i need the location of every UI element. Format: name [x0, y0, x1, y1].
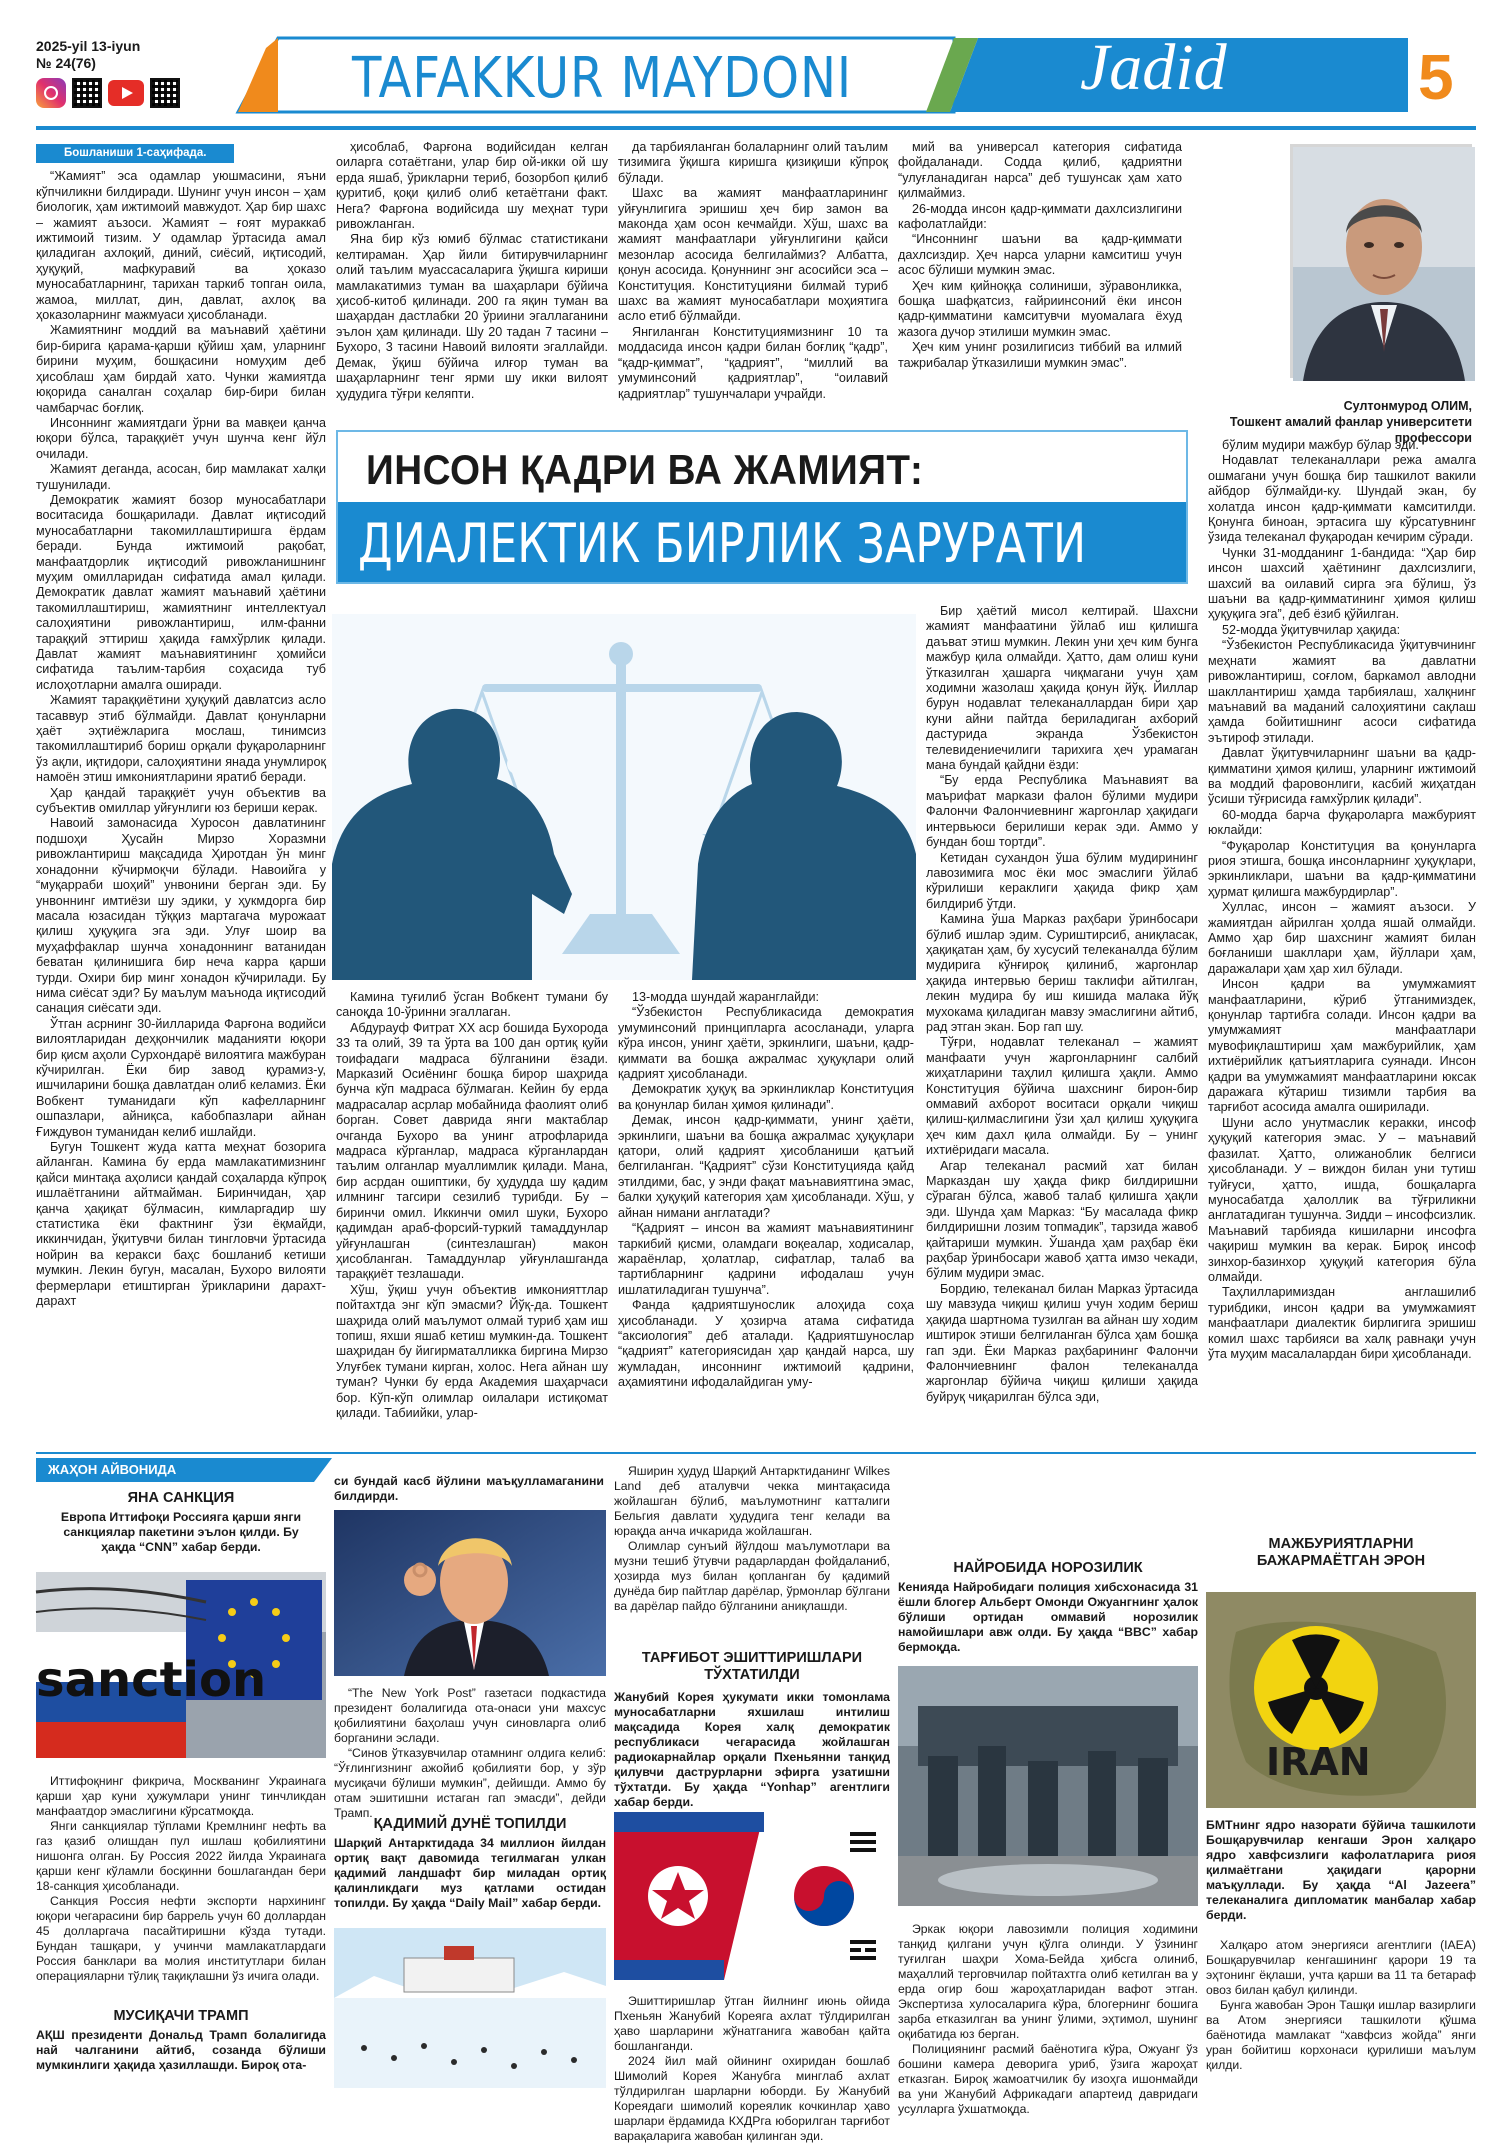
paragraph: 2024 йил май ойининг охиридан бошлаб Шимолий Корея Жанубга минглаб ахлат тўлдирилган шарларни юборди. Бу Жанубий Кореядаги шимолий кореялик кочкинлар ҳаво шарлари ёрдамида КХДРга юборилган тарғибот варақаларига жавобан қилинган эди.: [614, 2054, 890, 2143]
paragraph: Камина туғилиб ўсган Вобкент тумани бу саноқда 10-ўринни эгаллаган.: [336, 990, 608, 1020]
column-text: [36, 169, 326, 1309]
news-lead-iran: БМТнинг ядро назорати бўйича ташкилоти Бошқарувчилар кенгаши Эрон халқаро ядро хавфсизлиги кафолатларига риоя қилмаётгани ҳақидаги қарорни маъқуллади. Бу ҳақда “Al Jazeera” телеканалига дипломатик манбалар хабар берди.: [1206, 1818, 1476, 1922]
paragraph: Яна бир кўз юмиб бўлмас статистикани келтираман. Ҳар йили битирувчиларнинг олий таълим муассасаларига ўқишга кириши мамлакатимиз туман ва шаҳарлари бўйича ҳисоб-китоб қилинади. 200 га яқин туман ва шаҳардан дастлабки 20 ўриини эгаллаганини эълон ҳам қилинади. Шу 20 тадан 7 тасини – Бухоро, 3 тасини Навоий вилояти эгаллайди. Демак, ўқиш бўйича илғор туман ва шаҳарларнинг тенг ярми шу икки вилоят ҳудудига тўғри келяпти.: [336, 232, 608, 401]
column-text: [898, 1922, 1198, 2117]
paragraph: “Инсоннинг шаъни ва қадр-қиммати дахлсиздир. Ҳеч нарса уларни камситиш учун асос бўлиши мумкин эмас.: [898, 232, 1182, 278]
paragraph: Жамиятнинг моддий ва маънавий ҳаётини бир-бирига қарама-қарши қўйиш ҳам, уларнинг бирини муҳим, бошқасини номуҳим деб ҳисоблаш ҳам бирдай хато. Чунки жамиятда юқорида саналган соҳалар бир-бири билан чамбарчас боғлиқ.: [36, 323, 326, 415]
paragraph: Бордию, телеканал билан Марказ ўртасида шу мавзуда чиқиш қилиш учун ходим бериш ҳақида шартнома тузилган ва айнан шу ходим иштирок этиши белгиланган бўлса ҳам бошқа гап эди. Ёки Марказ раҳбарининг Фалончи Фалончиевнинг фалон телеканалда жаргонлар бўйича чиқиш қилиши ҳақида буйруқ чиқарилган бўлса эди,: [926, 1281, 1198, 1404]
column-text: [36, 1774, 326, 1984]
column-text: [618, 990, 914, 1391]
column-text: [898, 140, 1182, 371]
world-section-label: ЖАҲОН АЙВОНИДА: [36, 1458, 314, 1482]
column-text: [618, 140, 888, 402]
paragraph: Демак, инсон қадр-қиммати, унинг ҳаёти, эркинлиги, шаъни ва бошқа ажралмас ҳуқуқлари қатори, олий қадрият ҳисобланиши қатъий белгиланган. “Қадрият” сўзи Конституцияда қайд этилдими, бас, у энди фақат маънавиятгина эмас, балки ҳуқуқий категория ҳам ҳисобланади. Хўш, у айнан нимани англатади?: [618, 1113, 914, 1220]
news-lead-sanction: Европа Иттифоқи Россияга қарши янги санкциялар пакетини эълон қилди. Бу ҳақда “CNN” хабар берди.: [60, 1510, 302, 1554]
paragraph: 26-модда инсон қадр-қиммати дахлсизлигини кафолатлайди:: [898, 201, 1182, 232]
sanction-photo: [36, 1572, 326, 1758]
headline-bar: [338, 502, 1186, 582]
header-rule: [36, 126, 1476, 130]
paragraph: Нодавлат телеканаллари режа амалга ошмагани учун бошқа бир ташкилот вакили айбдор бўлмайди-ку. Шундай экан, бу холатда инсон қадр-қиммати камситилди. Қонунга биноан, эртасига шу кўрсатувнинг ўзида телеканал фуқародан кечирим сўради.: [1208, 453, 1476, 545]
paragraph: Жамият тараққиётини ҳуқуқий давлатсиз асло тасаввур этиб бўлмайди. Давлат қонунларни ҳаёт эҳтиёжларига мослаш, тинимсиз такомиллаштириб бориш орқали фуқароларнинг ўз ақли, иқтидори, салоҳиятини янада унумлироқ намоён этиш имкониятларини яратиб беради.: [36, 693, 326, 785]
news-title-sanction: ЯНА САНКЦИЯ: [127, 1490, 235, 1506]
paragraph: бўлим мудири мажбур бўлар эди.: [1222, 438, 1419, 452]
paragraph: “Ўзбекистон Республикасида демократия умуминсоний принципларга асосланади, уларга кўра инсон, унинг ҳаёти, эркинлиги, шаъни, қадр-қиммати ва бошқа ажралмас ҳуқуқлари олий қадрият ҳисобланади.: [618, 1005, 914, 1082]
paragraph: Олимлар сунъий йўлдош маълумотлари ва музни тешиб ўтувчи радарлардан фойдаланиб, ҳозирда муз билан қопланган бу қадимий дунёда бир пайтлар дарёлар, ўрмонлар бўлгани ва дарёлар пайдо бўлганини аниқлашди.: [614, 1539, 890, 1613]
headline-box: [336, 430, 1188, 584]
paragraph: Санкция Россия нефти экспорти нархининг юқори чегарасини бир баррель учун 60 доллардан 45 долларгача пасайтиришни кўзда тутади. Бундан ташқари, у учинчи мамлакатлардаги Россия банклари ва молия институтлари билан операцияларни тўлиқ тақиқлашни ўз ичига олади.: [36, 1894, 326, 1983]
paragraph: Ўтган асрнинг 30-йилларида Фарғона водийси вилоятларидан деҳқончилик маданияти юқори бир қисм аҳоли Сурхондарё вилоятига мажбуран кўчирилган. Ёки бир завод қурамиз-у, ишчиларини бошқа давлатдан олиб келамиз. Ёки Вобкент туманидаги кўп кафелларнинг ошпазлари, айниқса, кабобпазлари айнан Ғиждувон туманидан келиб ишлайди.: [36, 1016, 326, 1139]
paragraph: “Қадрият – инсон ва жамият маънавиятининг таркибий қисми, оламдаги воқеалар, ходисалар, жараёнлар, ҳолатлар, сифатлар, талаб ва тартибларнинг қадрини ифодалаш учун ишлатиладиган тушунча”.: [618, 1221, 914, 1297]
paragraph: “Синов ўтказувчилар отамнинг олдига келиб: “Ўғлингизнинг ажойиб қобилияти бор, у зўр мусиқачи бўлиши мумкин”, дейишди. Аммо бу отам эшитишни истаган гап эмасди”, дейди Трамп.: [334, 1746, 606, 1820]
paragraph: Бугун Тошкент жуда катта меҳнат бозорига айланган. Камина бу ерда мамлакатимизнинг қайси минтақа аҳолиси қандай соҳаларда кўпроқ ишлаётганини айтмайман. Биринчидан, ҳар қанча ҳақиқат бўлмасин, кимларгадир шу статистика ёки фактнинг ўзи ёқмайди, иккинчидан, ўқитувчи билан тингловчи ўртасида нойрин ва керакси баҳс бошланиб кетиши мумкин. Лекин бугун, масалан, Бухоро вилояти фермерлари етиштирган ўрикларини дарахт-дарахт: [36, 1140, 326, 1309]
paper-name: Jadid: [1080, 31, 1227, 104]
article-column-3-top: [618, 140, 888, 424]
paragraph: Янги санкциялар тўплами Кремлнинг нефть ва газ қазиб олишдан пул ишлаш қобилиятини нишонга олган. Бу Россия 2022 йилда Украинага қарши кенг кўламли босқинни бошлагандан бери 18-санкция ҳисобланади.: [36, 1819, 326, 1893]
paragraph: “Фуқаролар Конституция ва қонунларга риоя этишга, бошқа инсонларнинг ҳуқуқлари, эркинликлари, шаъни ва қадр-қимматини ҳурмат қилишга мажбурдирлар”.: [1208, 838, 1476, 899]
paragraph: да тарбияланган болаларнинг олий таълим тизимига ўқишга киришга қизиқиши кўпроқ бўлади.: [618, 140, 888, 185]
column-text: [614, 1464, 890, 1614]
antarctica-photo: [334, 1928, 606, 2088]
news-body-nairobi-cont: [1206, 1464, 1476, 1524]
paragraph: ҳисоблаб, Фарғона водийсидан келган оиларга сотаётгани, улар бир ой-икки ой шу ерда яшаб, ўрикларни териб, бозорбоп қилиб қуритиб, қоқи қилиб олиб кетаётгани факт. Нега? Фарғона водийсида шу меҳнат тури ривожланган.: [336, 140, 608, 232]
paragraph: Ҳеч ким унинг розилигисиз тиббий ва илмий тажрибалар ўтказилиши мумкин эмас”.: [898, 340, 1182, 370]
news-body-iran: [1206, 1938, 1476, 2090]
paragraph: Янгиланган Конституциямизнинг 10 та моддасида инсон қадри билан боғлиқ “қадр”, “қадр-қиммат”, “қадрият”, “миллий ва умуминсоний қадриятлар”, “оилавий қадриятлар” тушунчалари учрайди.: [618, 324, 888, 401]
page-header: [0, 0, 1512, 135]
paragraph: Демократик ҳуқуқ ва эркинликлар Конституция ва қонунлар билан ҳимоя қилинади”.: [618, 1082, 914, 1112]
news-lead-propaganda: Жанубий Корея ҳукумати икки томонлама муносабатларни яхшилаш интилиш мақсадида Корея халқ демократик республикаси чегарасида жойлашган радиокарнайлар орқали Пхеньянни танқид қилувчи даструрларни эфирга узатишни тўхтатди. Бу ҳақда “Yonhap” агентлиги хабар берди.: [614, 1690, 890, 1809]
social-icons: [36, 78, 180, 108]
article-column-5: [1208, 438, 1476, 1446]
paragraph: “Бу ерда Республика Маънавият ва маърифат маркази фалон бўлими мудири Фалончи Фалончиевнинг жаргонлар ҳақидаги интервьюси берилиши керак эди. Аммо у бундан бош тортди”.: [926, 773, 1198, 850]
news-title-ancient-world: ҚАДИМИЙ ДУНЁ ТОПИЛДИ: [373, 1816, 567, 1832]
column-text: [334, 1686, 606, 1821]
instagram-icon[interactable]: [36, 78, 66, 108]
paragraph: Инсон қадри ва умумжамият манфаатларини, кўриб ўтганимиздек, қонунлар тартибга солади. Инсон қадри ва умумжамият манфаатлари мувофиқлаштириш ҳам мажбурийлик, ҳам ихтиёрийлик қатъиятларига суянади. Инсон қадри ва умумжамият манфаатларини юксак даражага кўтариш тизимли тарбия ва тарғибот асосида амалга оширилади.: [1208, 977, 1476, 1115]
column-text: [614, 1994, 890, 2144]
news-title-propaganda: ТАРҒИБОТ ЭШИТТИРИШЛАРИ ТЎХТАТИЛДИ: [641, 1650, 863, 1683]
nairobi-protest-photo: [898, 1666, 1198, 1906]
issue-date: 2025-yil 13-iyun: [36, 38, 141, 54]
page-number: 5: [1418, 41, 1454, 113]
paragraph: Фанда қадриятшунослик алоҳида соҳа ҳисобланади. У ҳозирча атама сифатида “аксиология” деб аталади. Қадриятшунослар “қадрият” категориясидан ҳар қандай нарса, шу жумладан, инсоннинг ижтимоий қадрини, аҳамиятини ифодалайдиган уму-: [618, 1298, 914, 1390]
paragraph: Навоий замонасида Хуросон давлатининг подшоҳи Ҳусайн Мирзо Хоразмни ривожлантириш мақсадида Ҳиротдан ўн минг хонадонни кўчирмоқчи бўлади. Навоийга у “муқарраби шоҳий” унвонини берган эди. Бу унвоннинг имтиёзи шу эдики, у ҳукмдорга бир масала юзасидан тўққиз мартагача мурожаат қилиш ҳуқуқига эга эди. Улуғ шоир ва муҳаффаклар шунча хонадоннинг ватанидан беватан қилинишига бир неча карра қарши турди. Охири бир минг хонадон кўчирилади. Бу нима сиёсат эди? Бу маълум маънода иқтисодий санация сиёсати эди.: [36, 816, 326, 1016]
news-body-nairobi: [898, 1922, 1198, 2116]
news-body-propaganda: [614, 1994, 890, 2143]
column-text: [336, 140, 608, 402]
section-title: TAFAKKUR MAYDONI: [352, 46, 852, 111]
paragraph: Шуни асло унутмаслик керакки, инсоф ҳуқуқий категория эмас. У – маънавий фазилат. Ҳатто, олижаноблик белгиси ҳисобланади. У – виждон билан уни тутиш туйғуси, ҳатто, ишда, бошқаларга муносабатда ҳалоллик ва тўғриликни англатадиган тушунча. Зидди – инсофсизлик. Маънавий тарбияда кишиларни инсофга чақириш мумкин ва керак. Бироқ инсоф зинхор-базинхор ҳуқуқий категория бўла олмайди.: [1208, 1115, 1476, 1284]
column-text: [926, 604, 1198, 1405]
paragraph: Абдурауф Фитрат ХХ аср бошида Бухорода 33 та олий, 39 та ўрта ва 100 дан ортиқ қуйи тоифадаги мадраса бўлганини ёзади. Марказий Осиёнинг бошқа бирор шаҳрида бунча кўп мадраса бўлмаган. Кейин бу ерда мадрасалар асрлар мобайнида фаолият олиб борган. Совет даврида янги мактаблар очганда Бухоро ва унинг атрофларида мадраса кўрганлар, мадраса кўрганлардан таълим олганлар муаллимлик қилади. Мана, бир асрдан ошиптики, бу ҳудудда шу қадим илмнинг тагсири сезилиб турибди. Бу – биринчи омил. Иккинчи омил шуки, Бухоро қадимдан араб-форсий-туркий тамаддунлар уйғунлашган (синтезлашган) макон ҳисобланган. Тамаддунлар уйғунлашганда тараққиёт тезлашади.: [336, 1020, 608, 1282]
paragraph: мий ва универсал категория сифатида фойдаланади. Содда қилиб, қадриятни “улуғланадиган нарса” деб тушунсак ҳам хато қилмаймиз.: [898, 140, 1182, 201]
paragraph: Ҳеч ким қийноққа солиниши, зўравонликка, бошқа шафқатсиз, ғайриинсоний ёки инсон қадр-қимматини камситувчи муомалага ёхуд жазога дучор этилиши мумкин эмас.: [898, 278, 1182, 339]
paragraph: 52-модда ўқитувчилар ҳақида:: [1222, 622, 1401, 637]
paragraph: Камина ўша Марказ раҳбари ўринбосари бўлиб ишлар эдим. Суриштирсиб, аниқласак, ҳақиқатан ҳам, бу хусусий телеканалда бўлим мудирига кўнғироқ қилиниб, жаргонлар ҳақида интервью бериш таклифи айтилган, лекин мудира бу иш кишида малака йўқ мухокама қиладиган мавзу эмаслигини айтиб, рад этган экан. Бор гап шу.: [926, 912, 1198, 1034]
news-title-iran: МАЖБУРИЯТЛАРНИ БАЖАРМАЁТГАН ЭРОН: [1256, 1536, 1426, 1569]
paragraph: Жамият деганда, асосан, бир мамлакат халқи тушунилади.: [36, 462, 326, 492]
paragraph: “Жамият” эса одамлар уюшмасини, яъни кўпчиликни билдиради. Шунинг учун инсон – ҳам биологик, ҳам ижтимоий мавжудот. Ҳар бир шахс – жамият аъзоси. Жамият – ғоят мураккаб ижтимоий тизим. У одамлар ўртасида амал қиладиган ахлоқий, диний, сиёсий, иқтисодий, ҳуқуқий, мафкуравий ва ҳоказо муносабатларнинг, тарихан таркиб топган оила, жамоа, миллат, дин, давлат, ахлоқ ва ҳоказоларнинг мажмуаси ҳисобланади.: [36, 169, 326, 323]
korea-flags-photo: [614, 1812, 890, 1980]
headline-line-1: ИНСОН ҚАДРИ ВА ЖАМИЯТ:: [366, 446, 924, 493]
paragraph: Чунки 31-модданинг 1-бандида: “Ҳар бир инсон шахсий ҳаётининг дахлсизлиги, шахсий ва оилавий сирга эга бўлиш, ўз шаъни ва қадр-қимматининг ҳимоя қилиш ҳуқуқига эга”, деб ёзиб қўйилган.: [1208, 545, 1476, 622]
news-lead-music-trump: АҚШ президенти Дональд Трамп болалигида най чалганини айтиб, созанда бўлиши мумкинлиги ҳақида ҳазиллашди. Бироқ ота-: [36, 2028, 326, 2072]
paragraph: Хўш, ўқиш учун объектив имконияттлар пойтахтда энг кўп эмасми? Йўқ-да. Тошкент шаҳрида олий маълумот олмай туриб ҳам иш топиш, яхши яшаб кетиш мумкин-да. Тошкент шаҳридан бу йигирматалликка биргина Мирзо Улуғбек тумани кирган, холос. Нега айнан шу туман? Чунки бу ерда Академия шаҳарчаси бор. Кўп-кўп олимлар оилалари истиқомат қилади. Табиийки, улар-: [336, 1282, 608, 1420]
article-column-2-bottom: [336, 990, 608, 1446]
article-column-2-top: [336, 140, 608, 424]
author-name: Султонмурод ОЛИМ,: [1343, 399, 1472, 413]
paragraph: 13-модда шундай жаранглайди:: [632, 990, 820, 1004]
paragraph: Эшиттиришлар ўтган йилнинг июнь ойида Пхеньян Жанубий Кореяга ахлат тўлдирилган ҳаво шарларини жўнатганига жавобан қайта бошланганди.: [614, 1994, 890, 2053]
article-column-1: [36, 144, 326, 1446]
iran-photo-text: IRAN: [1266, 1740, 1371, 1784]
column-text: [1208, 438, 1476, 1362]
paragraph: Ҳар қандай тараққиёт учун объектив ва субъектив омиллар уйғунлиги юз бериши керак.: [36, 785, 326, 816]
trump-photo: [334, 1510, 606, 1676]
article-column-4-top: [898, 140, 1182, 424]
paragraph: Бир ҳаётий мисол келтирай. Шахсни жамият манфаатини ўйлаб иш қилишга даъват этиш мумкин. Лекин уни ҳеч ким бунга мажбур қила олмайди. Ҳатто, дам олиш куни ўтказилган ҳашарга чиқмагани учун ҳам ходимни жазолаш ҳақида қонун йўқ. Йиллар бурун нодавлат телеканаллардан бири ҳар куни айни пайтда бериладиган ахборий дастурида экранда Ўзбекистон телевидениечилиги тарихига ҳеч урамаган мана бундай қайдни ёзди:: [926, 604, 1198, 773]
paragraph: Яширин ҳудуд Шарқий Антарктиданинг Wilkes Land деб аталувчи чекка минтақасида жойлашган бўлиб, маълумотнинг катталиги Бельгия давлати ҳудудига тенг келади ва юрақда анча ичкарида жойлашган.: [614, 1464, 890, 1538]
paragraph: “Ўзбекистон Республикасида ўқитувчининг меҳнати жамият ва давлатни ривожлантириш, соғлом, баркамол авлодни шакллантириш ҳамда тарбиялаш, халқнинг маънавий ва маданий салоҳиятини сақлаш ҳамда бойитишнинг асоси сифатида эътироф этилади.: [1208, 638, 1476, 745]
article-column-3-bottom: [618, 990, 914, 1446]
news-lead-nairobi: Кенияда Найробидаги полиция хибсхонасида 31 ёшли блогер Альберт Омонди Ожуангнинг ҳалок бўлиши ортидан оммавий норозилик намойишлари авж олди. Бу ҳақда “BBC” хабар бермоқда.: [898, 1580, 1198, 1654]
continued-label: Бошланиши 1-саҳифада.: [36, 144, 234, 163]
author-title: Тошкент амалий фанлар университети профессори: [1229, 415, 1472, 445]
paragraph: 60-модда барча фуқароларга мажбурият юклайди:: [1208, 807, 1476, 838]
news-body-music-trump: [334, 1686, 606, 1820]
news-title-music-trump: МУСИҚАЧИ ТРАМП: [113, 2008, 249, 2024]
issue-info: [36, 38, 140, 72]
author-photo: [1290, 144, 1472, 378]
paragraph: Агар телеканал расмий хат билан Марказдан шу ҳақда фикр билдиришни сўраган бўлса, жавоб талаб қилишга ҳақли эди. Шунда ҳам Марказ: “Бу масалада фикр билдиришни лозим топмадик”, тарзида жавоб қайтариши мумкин. Ўшанда ҳам раҳбар ёки раҳбар ўринбосари жавоб ҳатта имзо чекади, бўлим мудири эмас.: [926, 1158, 1198, 1281]
world-section-rule: [36, 1452, 1476, 1454]
issue-number: № 24(76): [36, 55, 96, 71]
justice-illustration: [332, 614, 916, 980]
paragraph: Хуллас, инсон – жамият аъзоси. У жамиятдан айрилган ҳолда яшай олмайди. Аммо ҳар бир шахснинг жамият билан боғланиши шакллари ҳам, йўллари ҳам, даражалари ҳам ҳар хил бўлади.: [1208, 900, 1476, 976]
column-text: [1206, 1938, 1476, 2073]
paragraph: Полициянинг расмий баёнотига кўра, Ожуанг ўз бошини камера деворига уриб, ўзига жароҳат етказган. Бироқ жамоатчилик бу изоҳга ишонмайди ва уни Жанубий Африкадаги апартеид давридаги усулларга ўхшатмоқда.: [898, 2042, 1198, 2116]
paragraph: Эркак юқори лавозимли полиция ходимини танқид қилгани учун қўлга олинди. У ўзининг туғилган шаҳри Хома-Бейда ҳибсга олиниб, маҳаллий терговчилар пойтахтга олиб кетилган ва у ерда огир бош жароҳатларидан вафот этган. Экспертиза хулосаларига кўра, блогернинг бошига зарба етказилган ва унинг ўлими, эҳтимол, шунинг оқибатида юз берган.: [898, 1922, 1198, 2041]
news-lead-ancient-world: Шарқий Антарктидада 34 миллион йилдан ортиқ вақт давомида тегилмаган улкан қадимий ландшафт бир миладан ортиқ қалинликдаги муз қатлами остидан топилди. Бу ҳақда “Daily Mail” хабар берди.: [334, 1836, 606, 1910]
youtube-icon[interactable]: [108, 80, 144, 106]
qr-code-icon: [72, 78, 102, 108]
paragraph: Бунга жавобан Эрон Ташқи ишлар вазирлиги ва Атом энергияси ташкилоти қўшма баёнотида мамлакат “хавфсиз жойда” янги уран бойитиш корхонаси қурилиши маълум қилди.: [1206, 1998, 1476, 2072]
paragraph: Инсоннинг жамиятдаги ўрни ва мавқеи қанча юқори бўлса, тараққиёт учун шунча кенг йўл очилади.: [36, 415, 326, 461]
paragraph: Халқаро атом энергияси агентлиги (IAEA) Бошқарувчилар кенгашининг қарори 19 та эҳтонинг ёқлаши, учта қарши ва 11 та бетараф овоз билан қабул қилинди.: [1206, 1938, 1476, 1997]
article-column-4-mid: [926, 604, 1198, 1444]
headline-line-2: ДИАЛЕКТИК БИРЛИК ЗАРУРАТИ: [358, 512, 1087, 575]
paragraph: Демократик жамият бозор муносабатлари воситасида бошқарилади. Давлат иқтисодий муносабатларни такомиллаштиришга ёрдам беради. Бунда ижтимоий рақобат, манфаатдорлик иқтисодий ривожланишнинг муҳим омилларидан сифатида амал қилади. Демократик давлат жамият маънавий ҳаётини такомиллаштириш, жамиятнинг интеллектуал салоҳиятини ривожлантириш, илм-фанни тараққий эттириш ҳақида ғамхўрлик қилади. Давлат жамият маънавиятининг ҳомийси сифатида таълим-тарбия соҳасида туб ислоҳотларни амалга оширади.: [36, 492, 326, 692]
paragraph: Кетидан сухандон ўша бўлим мудирининг лавозимига мос ёки мос эмаслиги ўйлаб кўрилиши кераклиги ҳақида фикр ҳам билдириб ўтди.: [926, 850, 1198, 911]
iran-photo: [1206, 1592, 1476, 1808]
sanction-photo-text: sanction: [36, 1652, 267, 1708]
paragraph: Тўғри, нодавлат телеканал – жамият манфаати учун жаргонларнинг салбий жиҳатларини таҳлил қилишга ҳақли. Аммо Конституция бўйича шахснинг бирон-бир оммавий ахборот воситаси орқали чиқиш қилиш-қилмаслигини ўзи ҳал қилиш ҳуқуқига ҳеч ким дахл қила олмайди. Бу – унинг ихтиёридаги масала.: [926, 1035, 1198, 1158]
paragraph: Шахс ва жамият манфаатларининг уйғунлигига эришиш ҳеч бир замон ва маконда ҳам осон кечмайди. Хўш, шахс ва жамият манфаатлари уйғунлигини қайси мезонлар асосида белгилаймиз? Албатта, қонун асосида. Қонуннинг энг асосийси эса – Конституция. Конституцияни билмай туриб шахс ва жамият муносабатлари моҳиятига асло етиб бўлмайди.: [618, 186, 888, 324]
paragraph: Иттифоқнинг фикрича, Москванинг Украинага қарши ҳар куни ҳужумлари унинг тинчликдан манфаатдор эмаслигини кўрсатмоқда.: [36, 1774, 326, 1818]
paragraph: Таҳлилларимиздан англашилиб турибдики, инсон қадри ва умумжамият манфаатлари диалектик бирлигига эришиш комил шахс тарбияси ва халқ равнақи учун ўта муҳим масалалардан бири ҳисобланади.: [1208, 1285, 1476, 1361]
paragraph: “The New York Post” газетаси подкастида президент болалигида ота-онаси уни махсус қобилиятини баҳолаш учун синовларга олиб борганини эслади.: [334, 1686, 606, 1745]
news-body-sanction: [36, 1774, 326, 1994]
paragraph: Давлат ўқитувчиларнинг шаъни ва қадр-қимматини ҳимоя қилиш, уларнинг ижтимоий ва моддий фаровонлиги, касбий жиҳатдан ўсиши тўғрисида ғамхўрлик қилади”.: [1208, 746, 1476, 807]
news-lead-music-trump-cont: си бундай касб йўлини маъқулламаганини билдирди.: [334, 1474, 604, 1503]
news-title-nairobi: НАЙРОБИДА НОРОЗИЛИК: [953, 1560, 1143, 1576]
qr-code-icon: [150, 78, 180, 108]
column-text: [336, 990, 608, 1421]
